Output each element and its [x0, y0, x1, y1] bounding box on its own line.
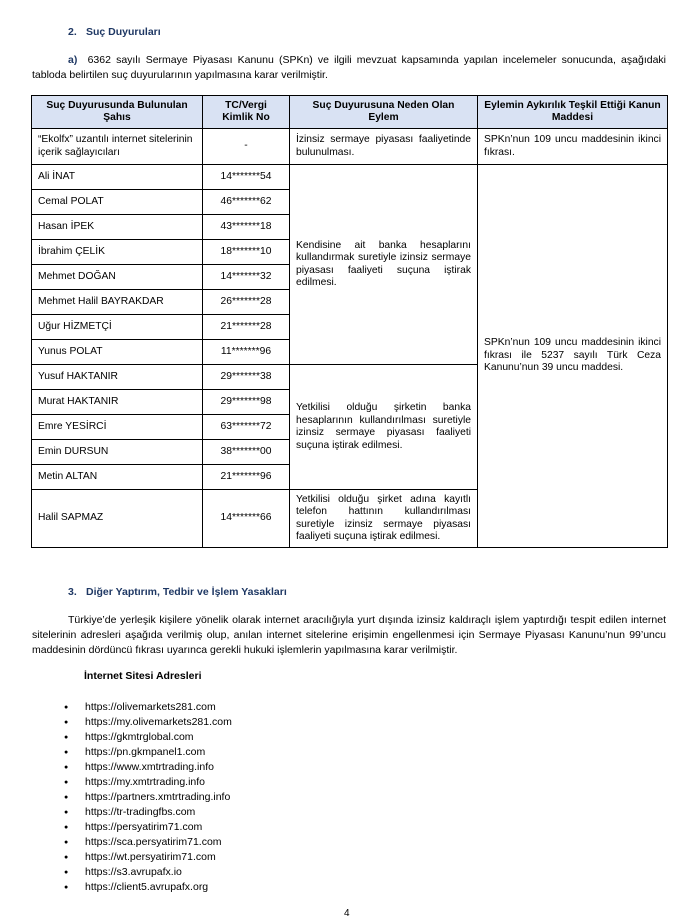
list-item: ● https://partners.xmtrtrading.info	[64, 790, 232, 805]
list-item: ● https://tr-tradingfbs.com	[64, 805, 232, 820]
section-2-title: Suç Duyuruları	[86, 26, 161, 38]
person-cell: Mehmet Halil BAYRAKDAR	[32, 290, 203, 315]
id-cell: 63*******72	[203, 415, 290, 440]
person-cell: Murat HAKTANIR	[32, 390, 203, 415]
id-cell: 14*******54	[203, 165, 290, 190]
id-cell: -	[203, 129, 290, 165]
list-item: ● https://gkmtrglobal.com	[64, 730, 232, 745]
list-item: ● https://sca.persyatirim71.com	[64, 835, 232, 850]
section-2-paragraph	[32, 53, 666, 83]
table-row	[32, 165, 668, 190]
paragraph-label: a)	[68, 54, 78, 66]
person-cell: İbrahim ÇELİK	[32, 240, 203, 265]
person-cell: Hasan İPEK	[32, 215, 203, 240]
section-3-title: Diğer Yaptırım, Tedbir ve İşlem Yasakları	[86, 586, 287, 598]
section-2-number: 2.	[68, 26, 77, 38]
person-cell: Emre YESİRCİ	[32, 415, 203, 440]
list-item: ● https://olivemarkets281.com	[64, 700, 232, 715]
action-cell: Yetkilisi olduğu şirket adına kayıtlı telefon hattının kullandırılması suretiyle izinsiz sermaye piyasası faaliyeti suçuna iştirak edilmesi.	[290, 490, 478, 548]
id-cell: 29*******38	[203, 365, 290, 390]
table-row	[32, 129, 668, 165]
section-3-heading	[68, 586, 287, 598]
action-cell: İzinsiz sermaye piyasası faaliyetinde bulunulması.	[290, 129, 478, 165]
header-law: Eylemin Aykırılık Teşkil Ettiği Kanun Maddesi	[478, 96, 668, 129]
list-item: ● https://www.xmtrtrading.info	[64, 760, 232, 775]
header-id: TC/Vergi Kimlik No	[203, 96, 290, 129]
id-cell: 43*******18	[203, 215, 290, 240]
header-action: Suç Duyurusuna Neden Olan Eylem	[290, 96, 478, 129]
website-list	[64, 700, 232, 895]
person-cell: Ali İNAT	[32, 165, 203, 190]
id-cell: 21*******96	[203, 465, 290, 490]
person-cell: “Ekolfx” uzantılı internet sitelerinin içerik sağlayıcıları	[32, 129, 203, 165]
id-cell: 46*******62	[203, 190, 290, 215]
list-item: ● https://pn.gkmpanel1.com	[64, 745, 232, 760]
id-cell: 29*******98	[203, 390, 290, 415]
law-cell: SPKn’nun 109 uncu maddesinin ikinci fıkrası ile 5237 sayılı Türk Ceza Kanunu’nun 39 uncu maddesi.	[478, 165, 668, 548]
person-cell: Halil SAPMAZ	[32, 490, 203, 548]
list-item: ● https://s3.avrupafx.io	[64, 865, 232, 880]
section-3-number: 3.	[68, 586, 77, 598]
person-cell: Yunus POLAT	[32, 340, 203, 365]
id-cell: 14*******66	[203, 490, 290, 548]
person-cell: Uğur HİZMETÇİ	[32, 315, 203, 340]
page-number: 4	[344, 908, 350, 919]
section-2-heading	[68, 26, 161, 38]
list-item: ● https://persyatirim71.com	[64, 820, 232, 835]
list-item: ● https://my.xmtrtrading.info	[64, 775, 232, 790]
website-list-title: İnternet Sitesi Adresleri	[84, 670, 202, 682]
id-cell: 14*******32	[203, 265, 290, 290]
person-cell: Metin ALTAN	[32, 465, 203, 490]
header-person: Suç Duyurusunda Bulunulan Şahıs	[32, 96, 203, 129]
law-cell: SPKn’nun 109 uncu maddesinin ikinci fıkrası.	[478, 129, 668, 165]
table-header-row	[32, 96, 668, 129]
list-item: ● https://client5.avrupafx.org	[64, 880, 232, 895]
person-cell: Emin DURSUN	[32, 440, 203, 465]
list-item: ● https://my.olivemarkets281.com	[64, 715, 232, 730]
criminal-complaints-table	[31, 95, 668, 548]
action-cell: Kendisine ait banka hesaplarını kullandırmak suretiyle izinsiz sermaye piyasası faaliyeti suçuna iştirak edilmesi.	[290, 165, 478, 365]
id-cell: 11*******96	[203, 340, 290, 365]
section-3-paragraph: Türkiye’de yerleşik kişilere yönelik olarak internet aracılığıyla yurt dışında izinsiz kaldıraçlı işlem yaptırdığı tespit edilen internet sitelerinin adresleri aşağıda verilmiş olup, anılan internet sitelerine erişimin engellenmesi için Sermaye Piyasası Kanunu’nun 99’uncu maddesinin dördüncü fıkrası uyarınca gerekli hukuki işlemlerin yapılmasına karar verilmiştir.	[32, 614, 666, 656]
person-cell: Mehmet DOĞAN	[32, 265, 203, 290]
id-cell: 21*******28	[203, 315, 290, 340]
id-cell: 26*******28	[203, 290, 290, 315]
id-cell: 18*******10	[203, 240, 290, 265]
person-cell: Cemal POLAT	[32, 190, 203, 215]
person-cell: Yusuf HAKTANIR	[32, 365, 203, 390]
paragraph-text: 6362 sayılı Sermaye Piyasası Kanunu (SPKn) ve ilgili mevzuat kapsamında yapılan incelemeler sonucunda, aşağıdaki tabloda belirtilen suç duyurularının yapılmasına karar verilmiştir.	[32, 54, 666, 81]
list-item: ● https://wt.persyatirim71.com	[64, 850, 232, 865]
action-cell: Yetkilisi olduğu şirketin banka hesaplarının kullandırılması suretiyle izinsiz sermaye piyasası faaliyeti suçuna iştirak edilmesi.	[290, 365, 478, 490]
id-cell: 38*******00	[203, 440, 290, 465]
